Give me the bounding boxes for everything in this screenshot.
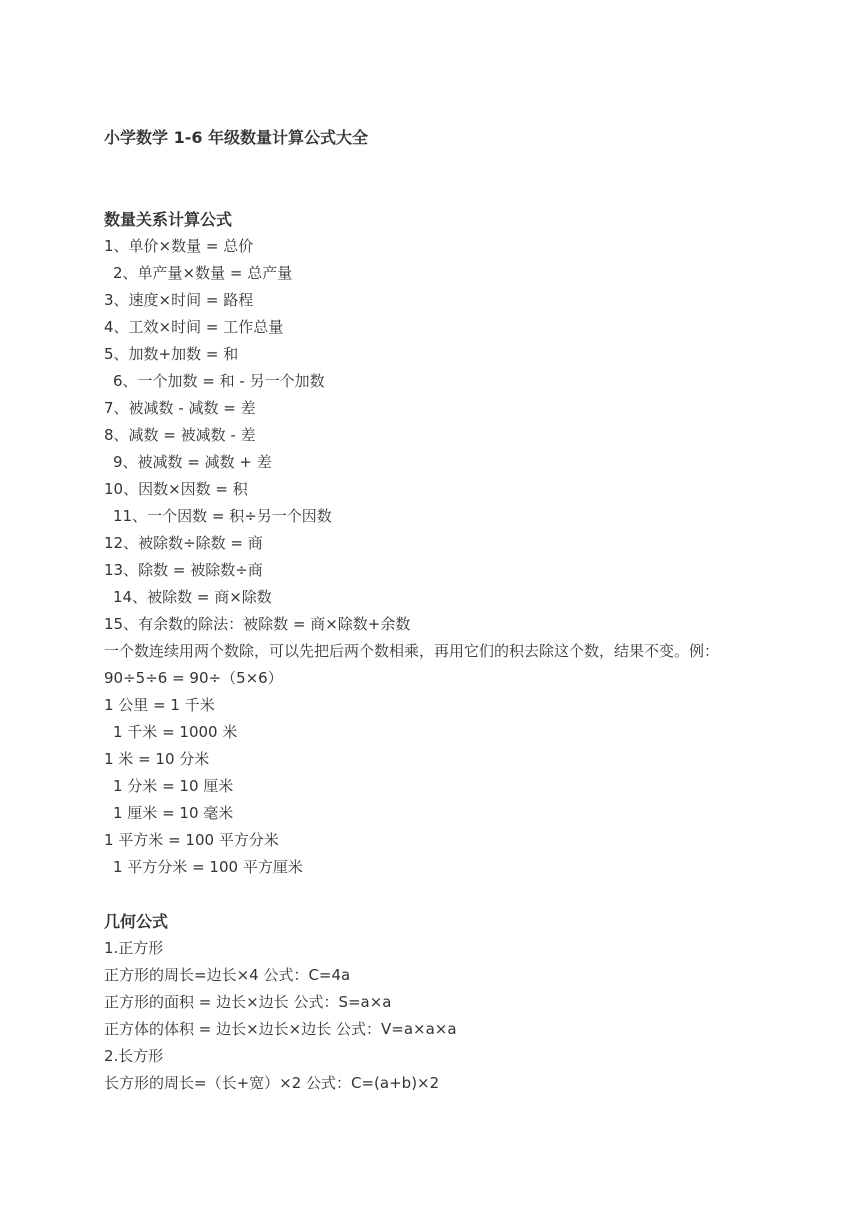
- formula-line: 3、速度×时间 = 路程: [104, 291, 254, 309]
- formula-line: 6、一个加数 = 和 - 另一个加数: [113, 372, 325, 390]
- formula-line: 11、一个因数 = 积÷另一个因数: [113, 507, 332, 525]
- unit-line: 1 千米 = 1000 米: [113, 723, 238, 741]
- formula-line: 正方体的体积 = 边长×边长×边长 公式：V=a×a×a: [104, 1020, 457, 1038]
- unit-line: 1 分米 = 10 厘米: [113, 777, 234, 795]
- document-title: 小学数学 1-6 年级数量计算公式大全: [104, 128, 369, 147]
- formula-line: 1、单价×数量 = 总价: [104, 237, 254, 255]
- unit-line: 1 厘米 = 10 毫米: [113, 804, 234, 822]
- formula-line: 正方形的周长=边长×4 公式：C=4a: [104, 966, 351, 984]
- unit-line: 1 米 = 10 分米: [104, 750, 210, 768]
- formula-line: 长方形的周长=（长+宽）×2 公式：C=(a+b)×2: [104, 1074, 440, 1092]
- formula-line: 12、被除数÷除数 = 商: [104, 534, 263, 552]
- section-quantity-formulas: [104, 206, 764, 881]
- formula-line: 2、单产量×数量 = 总产量: [113, 264, 293, 282]
- unit-line: 1 平方米 = 100 平方分米: [104, 831, 279, 849]
- formula-line: 15、有余数的除法：被除数 = 商×除数+余数: [104, 615, 411, 633]
- section-geometry-formulas: [104, 908, 764, 1097]
- formula-line: 9、被减数 = 减数 + 差: [113, 453, 272, 471]
- section-heading: 几何公式: [104, 912, 169, 931]
- section-heading: 数量关系计算公式: [104, 210, 233, 229]
- geometry-subheading: 2.长方形: [104, 1047, 164, 1065]
- formula-line: 4、工效×时间 = 工作总量: [104, 318, 284, 336]
- formula-line: 10、因数×因数 = 积: [104, 480, 248, 498]
- formula-line: 8、减数 = 被减数 - 差: [104, 426, 256, 444]
- formula-line: 5、加数+加数 = 和: [104, 345, 239, 363]
- geometry-subheading: 1.正方形: [104, 939, 164, 957]
- division-rule-paragraph: 一个数连续用两个数除，可以先把后两个数相乘，再用它们的积去除这个数，结果不变。例：90÷5÷6 = 90÷（5×6）: [104, 642, 720, 687]
- formula-line: 正方形的面积 = 边长×边长 公式：S=a×a: [104, 993, 392, 1011]
- formula-line: 7、被减数 - 减数 = 差: [104, 399, 256, 417]
- formula-line: 13、除数 = 被除数÷商: [104, 561, 263, 579]
- formula-line: 14、被除数 = 商×除数: [113, 588, 272, 606]
- unit-line: 1 平方分米 = 100 平方厘米: [113, 858, 303, 876]
- unit-line: 1 公里 = 1 千米: [104, 696, 215, 714]
